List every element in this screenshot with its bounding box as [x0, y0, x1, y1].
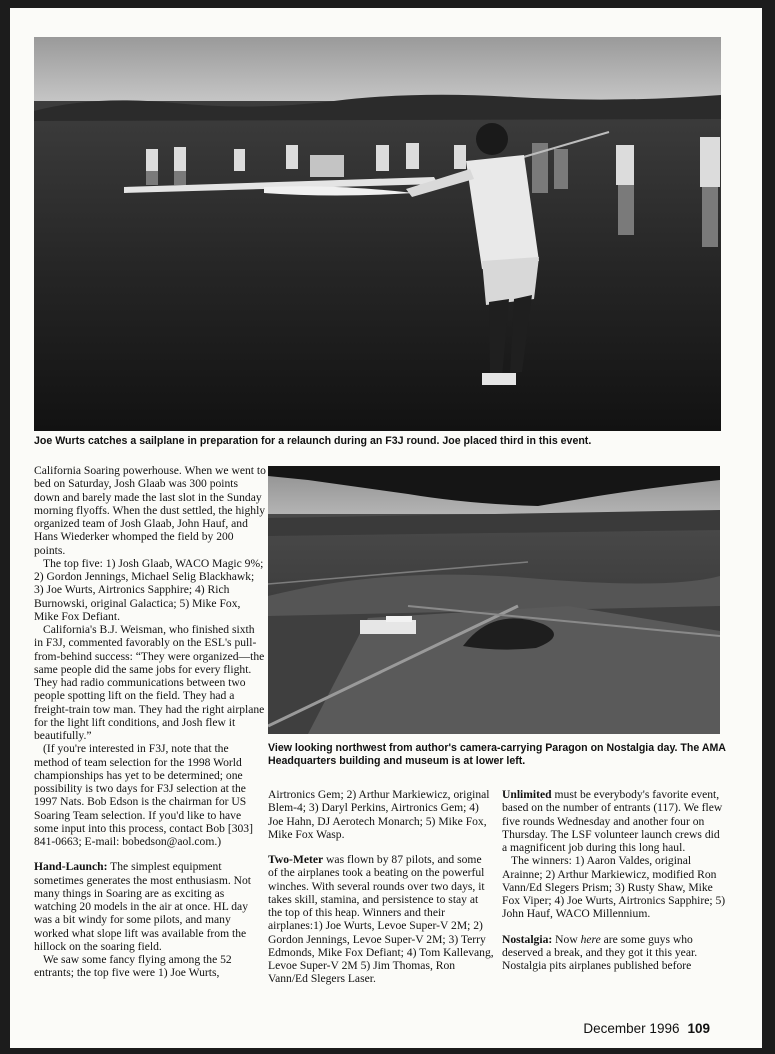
nostalgia-emphasis: here	[580, 932, 601, 946]
two-meter-heading: Two-Meter	[268, 853, 324, 866]
two-meter-body: was flown by 87 pilots, and some of the airplanes took a beating on the powerful winches. With several rounds over two days, it takes skill, stamina, and persistence to stay at the top of this heap. Winners and their airplanes:1) Joe Wurts, Levoe Super-V 2M; 2) Gordon Jennings, Levoe Super-V 2M; 3) Terry Edmonds, Mike Fox Defiant; 4) Tom Kallevang, Levoe Super-V 2M 5) Jim Thomas, Ron Vann/Ed Slegers Laser.	[268, 853, 494, 986]
col2-paragraph-1: Airtronics Gem; 2) Arthur Markiewicz, original Blem-4; 3) Daryl Perkins, Airtronics Gem; 4) Joe Hahn, DJ Aerotech Monarch; 5) Mike Fox, Mike Fox Wasp.	[268, 788, 490, 841]
unlimited-heading: Unlimited	[502, 788, 552, 801]
col3-paragraph-2: The winners: 1) Aaron Valdes, original Arainne; 2) Arthur Markiewicz, modified Ron Vann/Ed Slegers Prism; 3) Rusty Shaw, Mike Fox Viper; 4) Joe Wurts, Airtronics Sapphire; 5) John Hauf, WACO Millennium.	[502, 854, 726, 921]
col2-paragraph-two-meter	[268, 853, 494, 986]
page-number: 109	[687, 1021, 710, 1036]
hand-launch-body: The simplest equipment sometimes generates the most enthusiasm. Not many things in Soaring are as exciting as watching 20 models in the air at once. HL day was a bit windy for some pilots, and many worked what slope lift was available from the hillock on the soaring field.	[34, 860, 252, 953]
col1-paragraph-6: We saw some fancy flying among the 52 entrants; the top five were 1) Joe Wurts,	[34, 953, 232, 980]
nostalgia-heading: Nostalgia:	[502, 932, 553, 946]
page-folio	[583, 1021, 710, 1036]
nostalgia-mid: Now	[552, 932, 581, 946]
column-2	[268, 788, 494, 986]
col1-paragraph-1: California Soaring powerhouse. When we went to bed on Saturday, Josh Glaab was 300 points down and barely made the last slot in the Sunday morning flyoffs. When the dust settled, the highly organized team of Josh Glaab, John Hauf, and Hans Wiederker whomped the field by 200 points.	[34, 464, 266, 557]
col3-paragraph-unlimited	[502, 788, 726, 854]
folio-date: December 1996	[583, 1021, 680, 1036]
photo1-caption: Joe Wurts catches a sailplane in preparation for a relaunch during an F3J round. Joe placed third in this event.	[34, 435, 592, 447]
magazine-page	[10, 8, 762, 1048]
hand-launch-heading: Hand-Launch:	[34, 860, 108, 874]
col1-paragraph-3: California's B.J. Weisman, who finished sixth in F3J, commented favorably on the ESL's pull-from-behind success: “They were organized—the same people did the same jobs for every flight. They had radio communications between two people spotting lift on the field. They had a freight-train tow man. They had the right airplane for the light lift conditions, and Josh flew it beautifully.”	[34, 623, 265, 742]
nostalgia-body: are some guys who deserved a break, and they got it this year. Nostalgia pits airplanes published before	[502, 932, 698, 972]
photo-aerial-graphic	[268, 466, 720, 734]
col1-paragraph-2: The top five: 1) Josh Glaab, WACO Magic 9%; 2) Gordon Jennings, Michael Selig Blackhawk; 3) Joe Wurts, Airtronics Sapphire; 4) Rich Burnowski, original Galactica; 5) Mike Fox, Mike Fox Defiant.	[34, 556, 264, 623]
col1-paragraph-4: (If you're interested in F3J, note that the method of team selection for the 1998 World championships has yet to be determined; one possibility is two days for F3J selection at the 1997 Nats. Bob Edson is the chairman for US Soaring Team selection. If you'd like to have some input into this process, contact Bob [303] 841-0663; E-mail: bobedson@aol.com.)	[34, 742, 253, 848]
col1-paragraph-hand-launch	[34, 860, 266, 953]
column-3	[502, 788, 726, 972]
col3-paragraph-nostalgia	[502, 933, 726, 973]
photo-sailplane-graphic	[34, 37, 721, 431]
unlimited-body: must be everybody's favorite event, based on the number of entrants (117). We flew five rounds Wednesday and another four on Thursday. The LSF volunteer launch crews did a magnificent job during this long haul.	[502, 788, 723, 854]
photo-aerial-view	[268, 466, 720, 734]
photo2-caption: View looking northwest from author's camera-carrying Paragon on Nostalgia day. The AMA Headquarters building and museum is at lower left.	[268, 742, 726, 768]
photo-sailplane-relaunch	[34, 37, 721, 431]
column-1	[34, 464, 266, 980]
